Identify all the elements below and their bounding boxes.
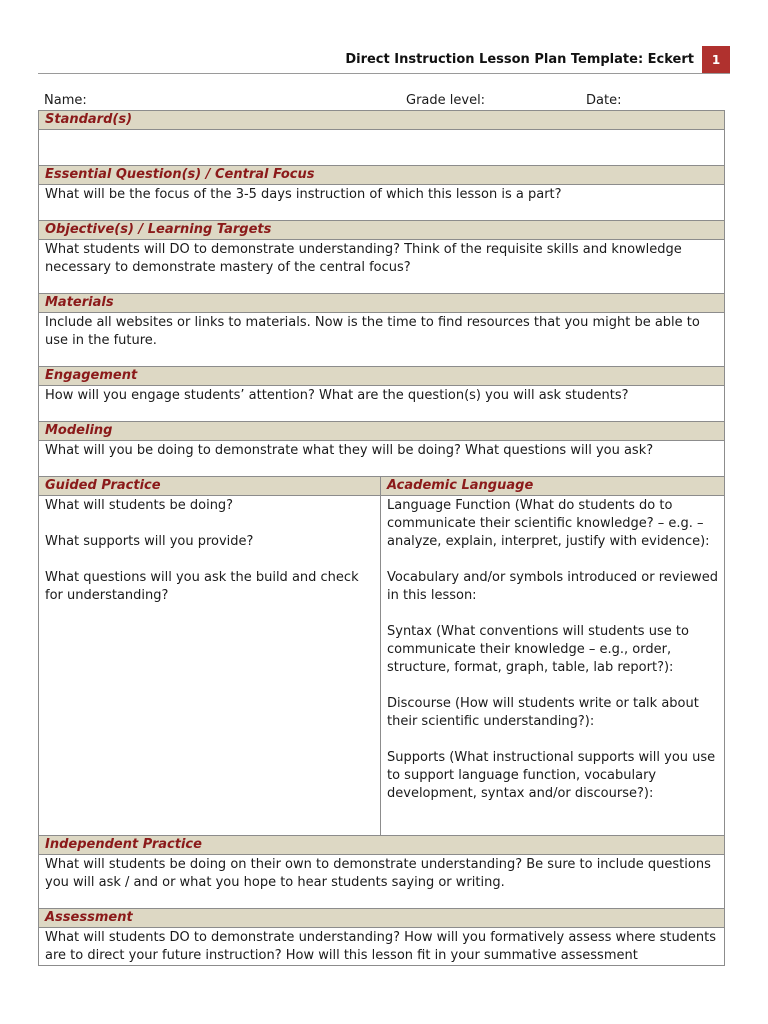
lesson-plan-table [38,110,725,966]
assessment-field[interactable]: What will students DO to demonstrate understanding? How will you formatively assess where students are to direct your future instruction? How will this lesson fit in your summative assessment [39,928,725,966]
engagement-heading: Engagement [39,367,725,386]
objectives-field[interactable]: What students will DO to demonstrate understanding? Think of the requisite skills and knowledge necessary to demonstrate mastery of the central focus? [39,240,725,294]
standards-field[interactable] [39,130,725,166]
name-label: Name: [44,93,87,108]
guided-practice-field[interactable] [39,496,381,836]
academic-language-item: Syntax (What conventions will students use to communicate their knowledge – e.g., order, structure, format, graph, table, lab report?): [387,624,689,675]
header-divider [38,73,730,74]
modeling-field[interactable]: What will you be doing to demonstrate what they will be doing? What questions will you ask? [39,441,725,477]
document-title: Direct Instruction Lesson Plan Template: Eckert [345,52,694,67]
academic-language-item: Language Function (What do students do to communicate their scientific knowledge? – e.g. – analyze, explain, interpret, justify with evidence): [387,498,710,549]
independent-practice-field[interactable]: What will students be doing on their own to demonstrate understanding? Be sure to include questions you will ask / and or what you hope to hear students saying or writing. [39,855,725,909]
guided-practice-heading: Guided Practice [39,477,381,496]
standards-heading: Standard(s) [39,111,725,130]
info-row [44,92,724,110]
page-number-badge: 1 [702,46,730,74]
guided-practice-item: What will students be doing? [45,498,234,513]
guided-practice-item: What supports will you provide? [45,534,254,549]
materials-field[interactable]: Include all websites or links to materials. Now is the time to find resources that you might be able to use in the future. [39,313,725,367]
materials-heading: Materials [39,294,725,313]
academic-language-item: Vocabulary and/or symbols introduced or reviewed in this lesson: [387,570,718,603]
assessment-heading: Assessment [39,909,725,928]
essential-question-heading: Essential Question(s) / Central Focus [39,166,725,185]
grade-level-label: Grade level: [406,93,486,108]
academic-language-field[interactable] [381,496,725,836]
academic-language-heading: Academic Language [381,477,725,496]
academic-language-item: Discourse (How will students write or talk about their scientific understanding?): [387,696,699,729]
date-label: Date: [586,93,622,108]
guided-practice-item: What questions will you ask the build and check for understanding? [45,570,359,603]
academic-language-item: Supports (What instructional supports will you use to support language function, vocabulary development, syntax and/or discourse?): [387,750,716,801]
modeling-heading: Modeling [39,422,725,441]
independent-practice-heading: Independent Practice [39,836,725,855]
objectives-heading: Objective(s) / Learning Targets [39,221,725,240]
essential-question-field[interactable]: What will be the focus of the 3-5 days instruction of which this lesson is a part? [39,185,725,221]
engagement-field[interactable]: How will you engage students’ attention? What are the question(s) you will ask students? [39,386,725,422]
